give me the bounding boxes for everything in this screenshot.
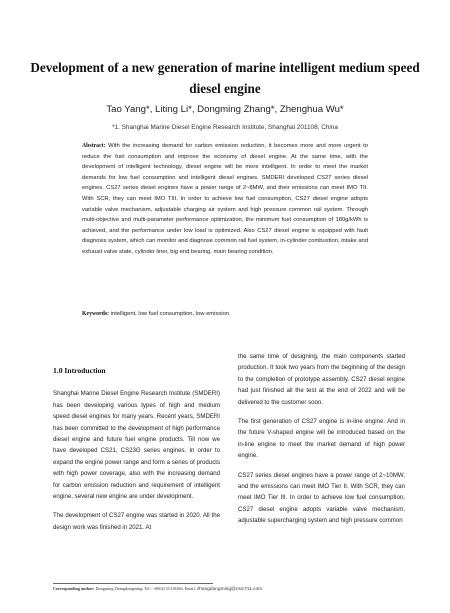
- section-heading-introduction: 1.0 Introduction: [53, 366, 106, 375]
- body-paragraph: The first generation of CS27 engine is in-line engine. And in the future V-shaped engine will be introduced based on the in-line engine to meet the market demand of high power engine.: [238, 418, 405, 460]
- abstract-label: Abstract:: [82, 143, 106, 149]
- footnote-contact: Dongming Zhangdongming; Tel.: +8602131310266; Email:: [95, 586, 196, 591]
- affiliation: *1. Shanghai Marine Diesel Engine Research Institute, Shanghai 201108, China: [112, 124, 338, 131]
- keywords-label: Keywords:: [82, 311, 110, 317]
- footnote: [53, 586, 413, 592]
- keywords-text: intelligent, low fuel consumption, low emission: [110, 311, 229, 317]
- body-paragraph: The development of CS27 engine was started in 2020. All the design work was finished in 2021. At: [53, 512, 220, 531]
- paper-title: Development of a new generation of marine intelligent medium speed diesel engine: [30, 60, 420, 96]
- author-list: Tao Yang*, Liting Li*, Dongming Zhang*, Zhenghua Wu*: [106, 104, 344, 115]
- left-column: [53, 365, 220, 541]
- body-paragraph: Shanghai Marine Diesel Engine Research Institute (SMDERI) has been developing various types of high and medium speed diesel engines for many years. Recent years, SMDERI has been committed to the development of high performance diesel engine and future fuel engine products. Till now we have developed CS21, CS23G series engines. In order to expand the engine power range and form a series of products with high power coverage, also with the increasing demand for carbon emission reduction and requirement of intelligent engine, several new engine are under development.: [53, 390, 220, 501]
- footnote-divider: [53, 583, 213, 584]
- footnote-email: zhangdongming@csic711.com: [196, 587, 263, 592]
- keywords: [82, 311, 368, 317]
- body-paragraph: the same time of designing, the main components started production. It took two years from the beginning of the design to the completion of prototype assembly. CS27 diesel engine had just finished all the test at the end of 2022 and will be delivered to the customer soon.: [238, 353, 405, 406]
- footnote-label: Corresponding author:: [53, 586, 95, 591]
- abstract: [82, 141, 368, 258]
- abstract-text: With the increasing demand for carbon emission reduction, it becomes more and more urgent to reduce the fuel consumption and improve the economy of diesel engine. At the same time, with the development of intelligent technology, diesel engine will be more intelligent. In order to meet the market demands for low fuel consumption and intelligent diesel engines, SMDERI developed CS27 series diesel engines. CS27 series diesel engines have a power range of 2~8MW, and their emissions can meet IMO TII. With SCR, they can meet IMO TIII. In order to achieve low fuel consumption, CS27 diesel engine adopts variable valve mechanism, adjustable charging air system and high pressure common rail system. Through multi-objective and multi-parameter performance optimization, the minimum fuel consumption of 180g/kWh is achieved, and the performance under low load is optimized. Also CS27 diesel engine is equipped with fault diagnosis system, which can monitor and diagnose common rail fuel system, in-cylinder combustion, intake and exhaust valve state, cylinder liner, big end bearing, main bearing condition.: [82, 143, 368, 255]
- right-column: [238, 351, 405, 535]
- body-paragraph: CS27 series diesel engines have a power range of 2~10MW, and the emissions can meet IMO Tier II. With SCR, they can meet IMO Tier III. In order to achieve low fuel consumption, CS27 diesel engine adopts variable valve mechanism, adjustable supercharging system and high pressure common: [238, 471, 405, 525]
